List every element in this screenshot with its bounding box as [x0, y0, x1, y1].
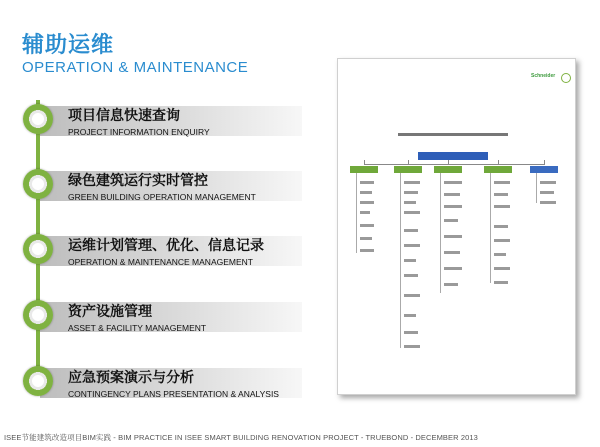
- org-chart-leaf: [540, 191, 554, 194]
- org-chart-leaf: [404, 181, 420, 184]
- org-chart-category-node: [434, 166, 462, 173]
- org-chart-leaf: [494, 281, 508, 284]
- bullet-circle-icon: [23, 104, 53, 134]
- org-chart-connector: [490, 173, 491, 283]
- item-title-en: CONTINGENCY PLANS PRESENTATION & ANALYSIS: [68, 389, 279, 399]
- bullet-circle-icon: [23, 169, 53, 199]
- org-chart-leaf: [360, 249, 374, 252]
- org-chart-leaf: [404, 331, 418, 334]
- org-chart-category-node: [484, 166, 512, 173]
- org-chart-leaf: [444, 205, 462, 208]
- item-title-en: OPERATION & MAINTENANCE MANAGEMENT: [68, 257, 253, 267]
- org-chart-category-node: [530, 166, 558, 173]
- org-chart-leaf: [360, 224, 374, 227]
- footer-text: ISEE节能建筑改造项目BIM实践 - BIM PRACTICE IN ISEE SMART BUILDING RENOVATION PROJECT - TRUEBOND - DECEMBER 2013: [4, 433, 478, 442]
- org-chart-leaf: [444, 193, 460, 196]
- org-chart-leaf: [360, 237, 372, 240]
- org-chart-connector: [408, 160, 409, 165]
- org-chart-leaf: [494, 205, 510, 208]
- org-chart-leaf: [360, 211, 370, 214]
- org-chart-leaf: [360, 191, 372, 194]
- bullet-circle-icon: [23, 300, 53, 330]
- org-chart-root-node: [418, 152, 488, 160]
- org-chart-leaf: [404, 244, 420, 247]
- item-title-en: ASSET & FACILITY MANAGEMENT: [68, 323, 207, 333]
- org-chart-leaf: [444, 181, 462, 184]
- document-thumbnail: [337, 58, 576, 395]
- org-chart-leaf: [404, 345, 420, 348]
- list-item: [0, 362, 310, 408]
- list-item: [0, 100, 310, 146]
- org-chart-leaf: [540, 201, 556, 204]
- item-title-cn: 应急预案演示与分析: [68, 370, 194, 386]
- item-title-cn: 资产设施管理: [68, 304, 152, 320]
- org-chart-leaf: [494, 253, 506, 256]
- schneider-logo-icon: Schneider: [531, 73, 556, 79]
- org-chart-leaf: [444, 235, 462, 238]
- org-chart-leaf: [404, 259, 416, 262]
- org-chart-leaf: [404, 314, 416, 317]
- page-title-cn: 辅助运维: [22, 33, 115, 58]
- org-chart-connector: [498, 160, 499, 165]
- org-chart-connector: [364, 164, 544, 165]
- bullet-circle-icon: [23, 366, 53, 396]
- org-chart-leaf: [360, 181, 374, 184]
- org-chart-leaf: [404, 229, 418, 232]
- org-chart-connector: [536, 173, 537, 203]
- org-chart-leaf: [404, 274, 418, 277]
- org-chart-leaf: [444, 251, 460, 254]
- org-chart-leaf: [494, 239, 510, 242]
- org-chart-category-node: [394, 166, 422, 173]
- org-chart-leaf: [494, 225, 508, 228]
- bullet-circle-icon: [23, 234, 53, 264]
- org-chart-leaf: [360, 201, 374, 204]
- page-title-en: OPERATION & MAINTENANCE: [22, 59, 249, 76]
- list-item: [0, 230, 310, 276]
- item-title-cn: 绿色建筑运行实时管控: [68, 173, 208, 189]
- item-title-en: GREEN BUILDING OPERATION MANAGEMENT: [68, 192, 256, 202]
- org-chart-connector: [544, 160, 545, 165]
- org-chart-leaf: [444, 219, 458, 222]
- org-chart-connector: [400, 173, 401, 348]
- org-chart-leaf: [494, 181, 510, 184]
- list-item: [0, 165, 310, 211]
- org-chart-leaf: [444, 267, 462, 270]
- org-chart-leaf: [404, 201, 416, 204]
- org-chart-connector: [440, 173, 441, 293]
- org-chart-leaf: [540, 181, 556, 184]
- org-chart-leaf: [404, 211, 420, 214]
- org-chart-leaf: [404, 294, 420, 297]
- brand-mark-icon: [561, 73, 571, 83]
- org-chart-connector: [364, 160, 365, 165]
- org-chart-leaf: [494, 267, 510, 270]
- org-chart-leaf: [494, 193, 508, 196]
- org-chart-connector: [448, 160, 449, 165]
- item-title-cn: 运维计划管理、优化、信息记录: [68, 238, 264, 254]
- item-title-en: PROJECT INFORMATION ENQUIRY: [68, 127, 210, 137]
- doc-title-placeholder: [398, 133, 508, 136]
- org-chart-connector: [356, 173, 357, 253]
- list-item: [0, 296, 310, 342]
- org-chart-leaf: [404, 191, 418, 194]
- item-title-cn: 项目信息快速查询: [68, 108, 180, 124]
- org-chart-leaf: [444, 283, 458, 286]
- org-chart-category-node: [350, 166, 378, 173]
